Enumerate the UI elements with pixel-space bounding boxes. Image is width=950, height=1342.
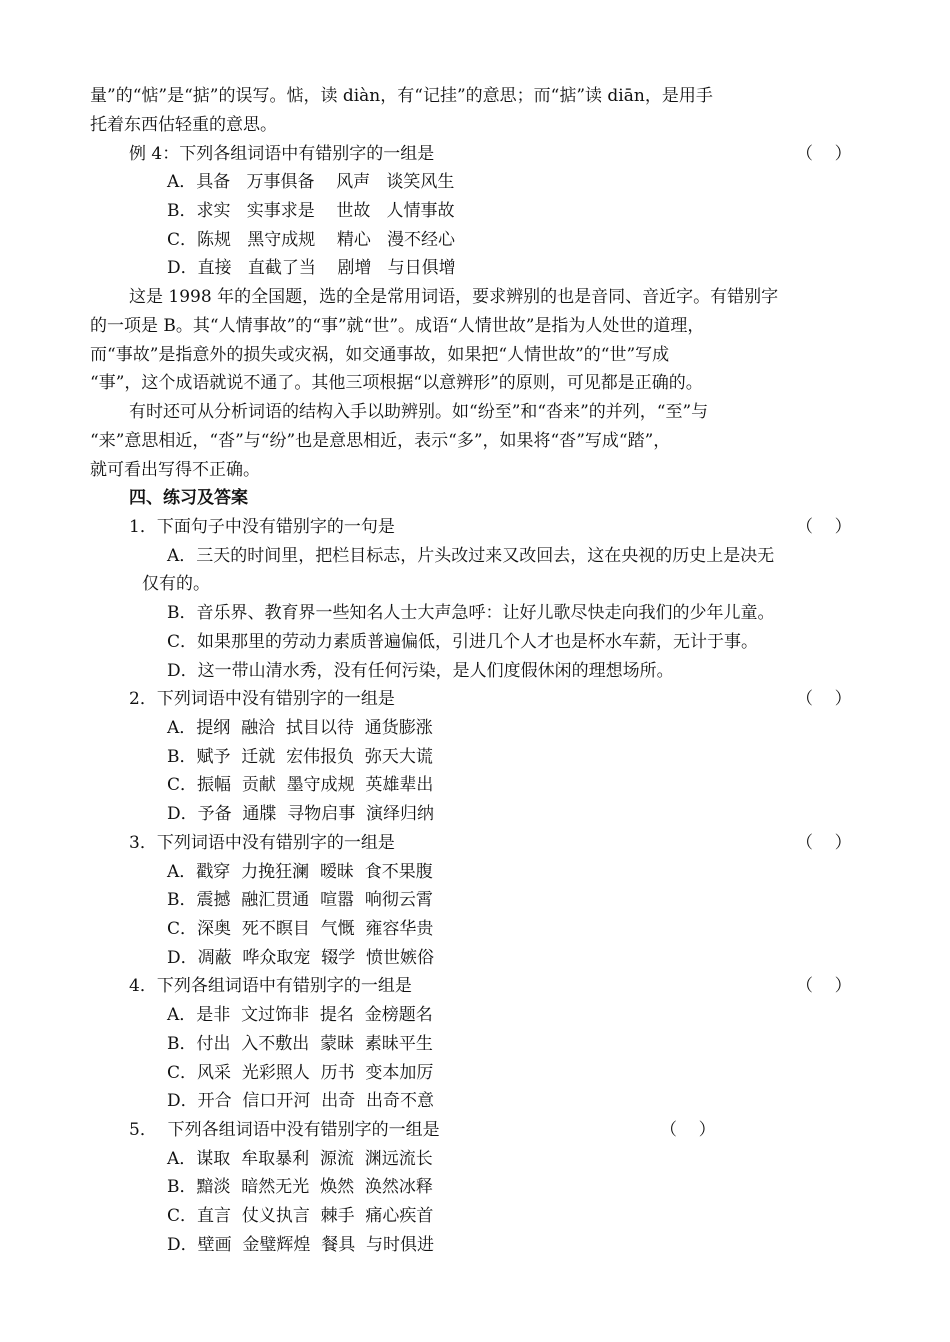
q3-option-b: B．震撼 融汇贯通 喧嚣 响彻云霄: [167, 890, 433, 910]
q2-option-a: A．提纲 融洽 拭目以待 通货膨涨: [167, 718, 433, 738]
analysis-line-1: 这是 1998 年的全国题，选的全是常用词语，要求辨别的也是音同、音近字。有错别字: [129, 287, 779, 307]
q3-option-c: C．深奥 死不瞑目 气慨 雍容华贵: [167, 919, 434, 939]
extra-line-1: 有时还可从分析词语的结构入手以助辨别。如“纷至”和“沓来”的并列，“至”与: [129, 402, 709, 422]
q1-option-d: D．这一带山清水秀，没有任何污染，是人们度假休闲的理想场所。: [167, 661, 674, 681]
example4-option-d: D．直接 直截了当 剧增 与日俱增: [167, 258, 456, 278]
q3-answer-bracket: （ ）: [796, 833, 852, 853]
q2-option-b: B．赋予 迁就 宏伟报负 弥天大谎: [167, 747, 433, 767]
q4-answer-bracket: （ ）: [796, 976, 852, 996]
q1-option-a-line-1: A．三天的时间里，把栏目标志，片头改过来又改回去，这在央视的历史上是决无: [167, 546, 775, 566]
q5-option-c: C．直言 仗义执言 棘手 痛心疾首: [167, 1206, 434, 1226]
q2-option-d: D．予备 通牒 寻物启事 演绎归纳: [167, 804, 435, 824]
q5-option-b: B．黯淡 暗然无光 焕然 涣然冰释: [167, 1177, 433, 1197]
analysis-line-4: “事”，这个成语就说不通了。其他三项根据“以意辨形”的原则，可见都是正确的。: [90, 373, 703, 393]
q4-option-a: A．是非 文过饰非 提名 金榜题名: [167, 1005, 433, 1025]
q4-option-b: B．付出 入不敷出 蒙昧 素昧平生: [167, 1034, 433, 1054]
example4-option-a: A．具备 万事俱备 风声 谈笑风生: [167, 172, 455, 192]
extra-line-2: “来”意思相近，“沓”与“纷”也是意思相近，表示“多”，如果将“沓”写成“踏”，: [90, 431, 671, 451]
q1-stem: 1．下面句子中没有错别字的一句是: [129, 517, 395, 537]
q4-option-d: D．开合 信口开河 出奇 出奇不意: [167, 1091, 435, 1111]
q3-option-d: D．凋蔽 哗众取宠 辍学 愤世嫉俗: [167, 948, 435, 968]
q5-answer-bracket: （ ）: [660, 1120, 716, 1140]
intro-line-1: 量”的“惦”是“掂”的误写。惦，读 diàn，有“记挂”的意思；而“掂”读 diān，是用手: [90, 86, 713, 106]
intro-line-2: 托着东西估轻重的意思。: [90, 115, 277, 135]
q1-answer-bracket: （ ）: [796, 517, 852, 537]
q5-option-d: D．壁画 金璧辉煌 餐具 与时俱进: [167, 1235, 435, 1255]
q4-stem: 4．下列各组词语中有错别字的一组是: [129, 976, 412, 996]
analysis-line-2: 的一项是 B。其“人情事故”的“事”就“世”。成语“人情世故”是指为人处世的道理，: [90, 316, 705, 336]
q4-option-c: C．风采 光彩照人 历书 变本加厉: [167, 1063, 434, 1083]
example4-option-c: C．陈规 黑守成规 精心 漫不经心: [167, 230, 456, 250]
example4-option-b: B．求实 实事求是 世故 人情事故: [167, 201, 455, 221]
q5-option-a: A．谋取 牟取暴利 源流 渊远流长: [167, 1149, 433, 1169]
example4-question: 例 4：下列各组词语中有错别字的一组是: [129, 144, 435, 164]
q2-answer-bracket: （ ）: [796, 689, 852, 709]
q2-option-c: C．振幅 贡献 墨守成规 英雄辈出: [167, 775, 434, 795]
q1-option-b: B．音乐界、教育界一些知名人士大声急呼：让好儿歌尽快走向我们的少年儿童。: [167, 603, 775, 623]
analysis-line-3: 而“事故”是指意外的损失或灾祸，如交通事故，如果把“人情世故”的“世”写成: [90, 345, 670, 365]
extra-line-3: 就可看出写得不正确。: [90, 460, 260, 480]
q5-stem: 5． 下列各组词语中没有错别字的一组是: [129, 1120, 440, 1140]
q1-option-c: C．如果那里的劳动力素质普遍偏低，引进几个人才也是杯水车薪，无计于事。: [167, 632, 759, 652]
section-title: 四、练习及答案: [129, 488, 248, 508]
q1-option-a-line-2: 仅有的。: [142, 574, 210, 594]
q2-stem: 2．下列词语中没有错别字的一组是: [129, 689, 395, 709]
example4-answer-bracket: （ ）: [796, 144, 852, 164]
q3-option-a: A．戳穿 力挽狂澜 暧昧 食不果腹: [167, 862, 433, 882]
q3-stem: 3．下列词语中没有错别字的一组是: [129, 833, 395, 853]
